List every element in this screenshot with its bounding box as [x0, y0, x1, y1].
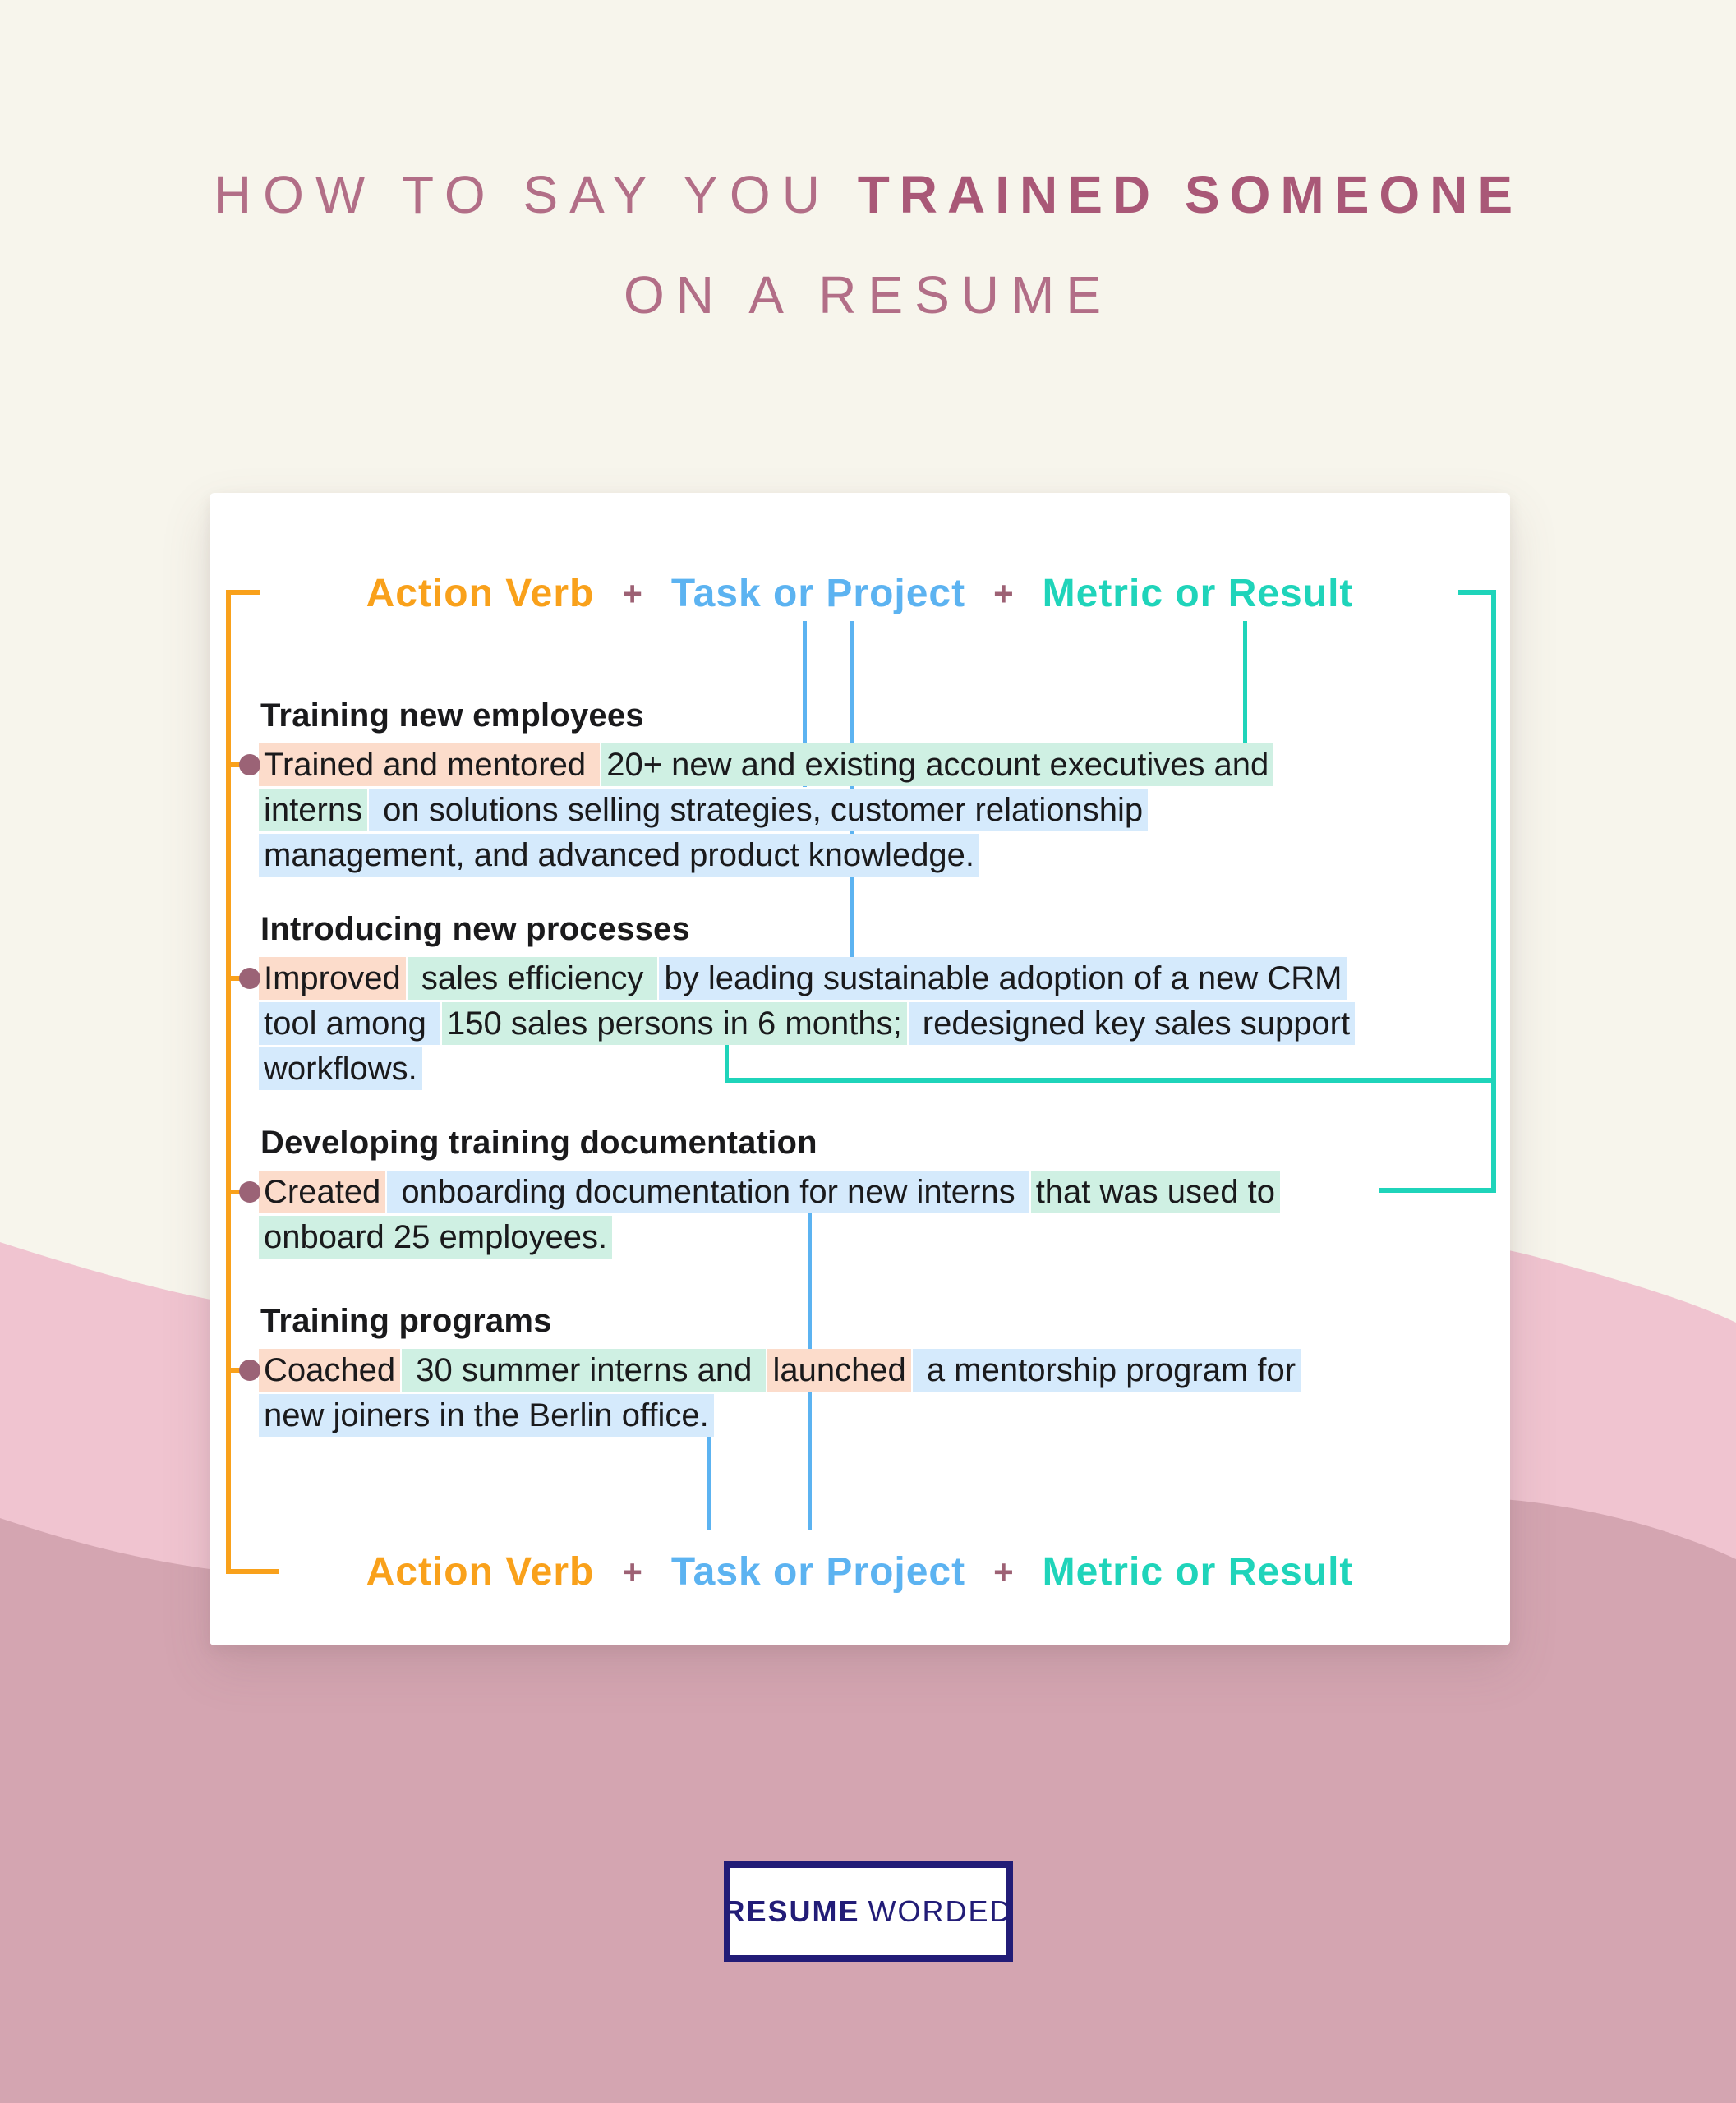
- highlight-green: 150 sales persons in 6 months;: [442, 1002, 907, 1045]
- resume-bullet-line: [259, 1047, 1475, 1092]
- bullet-dot-4: [239, 1360, 260, 1381]
- resume-bullet-line: [259, 1170, 1475, 1215]
- highlight-blue: redesigned key sales support: [909, 1002, 1355, 1045]
- section-lines: [259, 743, 1475, 878]
- highlight-blue: management, and advanced product knowledge.: [259, 834, 979, 877]
- highlight-peach: Created: [259, 1171, 385, 1213]
- action-verb-bracket-tick-bottom: [226, 1569, 279, 1574]
- highlight-blue: onboarding documentation for new interns: [387, 1171, 1029, 1213]
- highlight-green: sales efficiency: [408, 957, 658, 1000]
- section-developing-training-documentation: [259, 1124, 1475, 1260]
- page-title: [0, 165, 1736, 324]
- label-metric-or-result: Metric or Result: [1042, 572, 1354, 615]
- label-action-verb: Action Verb: [366, 572, 595, 615]
- resume-bullet-line: [259, 1215, 1475, 1260]
- resume-bullet-line: [259, 743, 1475, 788]
- section-heading: Training programs: [260, 1303, 552, 1339]
- task-pointer-line-4: [707, 1433, 711, 1530]
- formula-row-top: [210, 571, 1510, 616]
- resume-bullet-line: [259, 1001, 1475, 1047]
- label-action-verb: Action Verb: [366, 1550, 595, 1594]
- section-introducing-new-processes: [259, 910, 1475, 1092]
- bullet-dot-1: [239, 754, 260, 775]
- highlight-green: 30 summer interns and: [402, 1349, 766, 1392]
- section-heading: Developing training documentation: [260, 1125, 817, 1161]
- logo-text-regular: WORDED: [868, 1894, 1013, 1928]
- label-task-or-project: Task or Project: [670, 572, 966, 615]
- highlight-blue: workflows.: [259, 1047, 422, 1090]
- resume-bullet-line: [259, 956, 1475, 1001]
- resume-examples-card: [210, 493, 1510, 1645]
- section-lines: [259, 1170, 1475, 1260]
- highlight-green: interns: [259, 789, 367, 831]
- title-line1-bold: TRAINED SOMEONE: [857, 165, 1523, 224]
- section-lines: [259, 1348, 1475, 1438]
- highlight-peach: Trained and mentored: [259, 743, 600, 786]
- action-verb-bracket-vertical: [226, 590, 231, 1574]
- highlight-blue: new joiners in the Berlin office.: [259, 1394, 714, 1437]
- section-training-new-employees: [259, 697, 1475, 878]
- title-line1-regular: HOW TO SAY YOU: [213, 165, 858, 224]
- highlight-blue: a mentorship program for: [913, 1349, 1301, 1392]
- highlight-peach: launched: [767, 1349, 910, 1392]
- highlight-peach: Coached: [259, 1349, 400, 1392]
- highlight-blue: on solutions selling strategies, customer relationship: [369, 789, 1148, 831]
- plus-sign: +: [993, 573, 1015, 613]
- resume-bullet-line: [259, 833, 1475, 878]
- action-verb-bracket-tick-top: [226, 590, 260, 595]
- section-training-programs: [259, 1302, 1475, 1438]
- logo-text-bold: RESUME: [723, 1894, 860, 1928]
- highlight-green: 20+ new and existing account executives and: [601, 743, 1273, 786]
- section-heading: Training new employees: [260, 697, 644, 734]
- plus-sign: +: [993, 1552, 1015, 1591]
- resume-bullet-line: [259, 788, 1475, 833]
- bullet-dot-2: [239, 968, 260, 989]
- plus-sign: +: [622, 1552, 643, 1591]
- label-metric-or-result: Metric or Result: [1042, 1550, 1354, 1594]
- resume-bullet-line: [259, 1348, 1475, 1393]
- bullet-dot-3: [239, 1181, 260, 1203]
- highlight-green: that was used to: [1031, 1171, 1280, 1213]
- section-heading: Introducing new processes: [260, 911, 690, 947]
- highlight-blue: tool among: [259, 1002, 440, 1045]
- plus-sign: +: [622, 573, 643, 613]
- label-task-or-project: Task or Project: [670, 1550, 966, 1594]
- resume-bullet-line: [259, 1393, 1475, 1438]
- metric-bracket-vertical: [1491, 590, 1496, 1193]
- highlight-peach: Improved: [259, 957, 406, 1000]
- resume-worded-logo: [724, 1861, 1013, 1962]
- formula-row-bottom: [210, 1549, 1510, 1595]
- title-line-1: [0, 165, 1736, 224]
- title-line-2: ON A RESUME: [624, 265, 1112, 324]
- section-lines: [259, 956, 1475, 1092]
- highlight-blue: by leading sustainable adoption of a new CRM: [659, 957, 1347, 1000]
- highlight-green: onboard 25 employees.: [259, 1216, 612, 1259]
